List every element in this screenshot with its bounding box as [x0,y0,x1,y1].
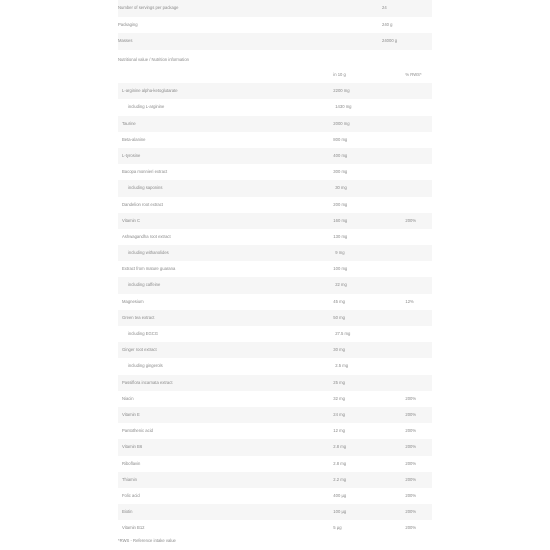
ingredient-name: Magnesium [122,298,144,304]
ingredient-amount: 2.8 mg [333,444,347,450]
ingredient-rws: 200% [405,460,417,466]
nutrition-table-header [118,67,432,83]
ingredient-rws [405,116,432,132]
package-info-value: 24000 g [382,38,398,43]
table-row [118,375,432,391]
table-row [118,229,432,245]
package-info-value: 240 g [382,21,393,27]
ingredient-rws [406,358,432,374]
package-info-label: Number of servings per package [118,5,179,10]
table-row [118,358,432,374]
package-info-row [118,17,432,34]
ingredient-rws [405,229,432,245]
section-title: Nutritional value / Nutrition information [118,57,189,62]
table-row [118,83,432,99]
ingredient-amount: 200 mg [333,201,348,207]
ingredient-rws: 200% [405,525,417,531]
ingredient-amount: 2000 mg [333,120,350,126]
table-row [118,310,432,326]
ingredient-name: Pantothenic acid [122,428,153,434]
ingredient-amount: 12 mg [333,428,345,434]
ingredient-rws [405,310,432,326]
table-row [118,520,432,536]
ingredient-name: including withanolides [128,250,169,256]
ingredient-name: Dandelion root extract [122,201,163,207]
footnote: *RWS - Reference intake value [118,538,176,543]
ingredient-rws: 200% [405,476,417,482]
ingredient-name: Vitamin B12 [122,525,145,531]
table-row [118,99,432,115]
ingredient-rws: 200% [405,509,417,515]
ingredient-amount: 100 mg [333,266,348,272]
table-row [118,407,432,423]
ingredient-rws [406,99,432,115]
table-row [118,132,432,148]
ingredient-amount: 2.2 mg [333,476,347,482]
table-row [118,423,432,439]
table-row [118,504,432,520]
ingredient-rws [406,245,432,261]
ingredient-name: including L-arginine [128,104,165,110]
ingredient-rws [405,197,432,213]
table-row [118,277,432,293]
ingredient-rws [405,375,432,391]
table-row [118,213,432,229]
ingredient-amount: 25 mg [333,379,345,385]
ingredient-name: Vitamin E [122,411,140,417]
table-row [118,294,432,310]
ingredient-name: Bacopa monnieri extract [122,169,168,175]
ingredient-amount: 27.5 mg [335,331,351,336]
ingredient-name: Passiflora incarnata extract [122,379,173,385]
table-row [118,456,432,472]
ingredient-amount: 800 mg [333,136,348,142]
ingredient-name: including caffeine [128,282,161,288]
ingredient-rws [405,342,432,358]
ingredient-name: L-tyrosine [122,152,141,158]
table-row [118,164,432,180]
ingredient-name: Extract from mature guarana [122,266,176,272]
package-info-label: Masses [118,38,133,43]
table-row [118,180,432,196]
table-row [118,197,432,213]
ingredient-rws [405,164,432,180]
ingredient-amount: 130 mg [333,233,348,239]
ingredient-amount: 32 mg [333,395,345,401]
ingredient-name: Vitamin B6 [122,444,143,450]
ingredient-rws: 12% [405,298,414,304]
ingredient-amount: 22 mg [335,282,347,288]
ingredient-amount: 300 mg [333,169,348,175]
ingredient-rws: 200% [405,492,417,498]
ingredient-amount: 45 mg [333,298,345,304]
ingredient-rws: 200% [405,444,417,450]
table-row [118,261,432,277]
ingredient-amount: 5 µg [333,525,342,531]
ingredient-rws: 200% [405,411,417,417]
table-row [118,148,432,164]
ingredient-amount: 30 mg [335,185,347,191]
ingredient-name: L-arginine alpha-ketoglutarate [122,88,178,94]
nutrition-table [118,67,432,536]
ingredient-rws: 200% [405,428,417,434]
ingredient-rws: 200% [405,395,417,401]
package-info-row [118,0,432,17]
ingredient-amount: 9 mg [335,250,345,256]
ingredient-amount: 400 µg [333,492,347,498]
ingredient-name: Thiamin [122,476,137,482]
ingredient-rws [405,83,432,99]
table-row [118,391,432,407]
header-name [118,67,329,83]
ingredient-name: Taurine [122,120,136,126]
ingredient-amount: 2.5 mg [335,363,349,369]
ingredient-name: including EGCG [128,331,159,336]
ingredient-amount: 2200 mg [333,88,350,94]
header-amount: in 10 g [333,72,346,77]
ingredient-rws [406,326,432,342]
ingredient-name: Beta-alanine [122,136,146,142]
ingredient-rws [406,277,432,293]
ingredient-amount: 100 µg [333,509,347,515]
ingredient-name: including gingerols [128,363,163,369]
ingredient-amount: 1430 mg [335,104,352,110]
ingredient-amount: 160 mg [333,217,348,223]
ingredient-name: Biotin [122,509,133,515]
ingredient-name: Niacin [122,395,134,401]
ingredient-name: Ginger root extract [122,347,157,353]
ingredient-name: Riboflavin [122,460,141,466]
ingredient-amount: 2.8 mg [333,460,347,466]
ingredient-name: Ashwagandha root extract [122,233,171,239]
ingredient-name: including saponins [128,185,163,191]
table-row [118,488,432,504]
package-info-label: Packaging [118,21,138,27]
package-info-row [118,33,432,50]
ingredient-rws: 200% [405,217,417,223]
table-row [118,326,432,342]
ingredient-rws [406,180,432,196]
ingredient-amount: 400 mg [333,152,348,158]
table-row [118,342,432,358]
table-row [118,439,432,455]
ingredient-amount: 30 mg [333,347,345,353]
header-rws: % RWS* [405,72,422,77]
ingredient-name: Folic acid [122,492,140,498]
package-info-table [118,0,432,50]
ingredient-name: Vitamin C [122,217,141,223]
ingredient-rws [405,261,432,277]
table-row [118,116,432,132]
ingredient-amount: 24 mg [333,411,345,417]
ingredient-amount: 50 mg [333,314,345,320]
ingredient-rws [405,132,432,148]
package-info-value: 24 [382,5,387,10]
ingredient-name: Green tea extract [122,314,155,320]
ingredient-rws [405,148,432,164]
table-row [118,472,432,488]
table-row [118,245,432,261]
